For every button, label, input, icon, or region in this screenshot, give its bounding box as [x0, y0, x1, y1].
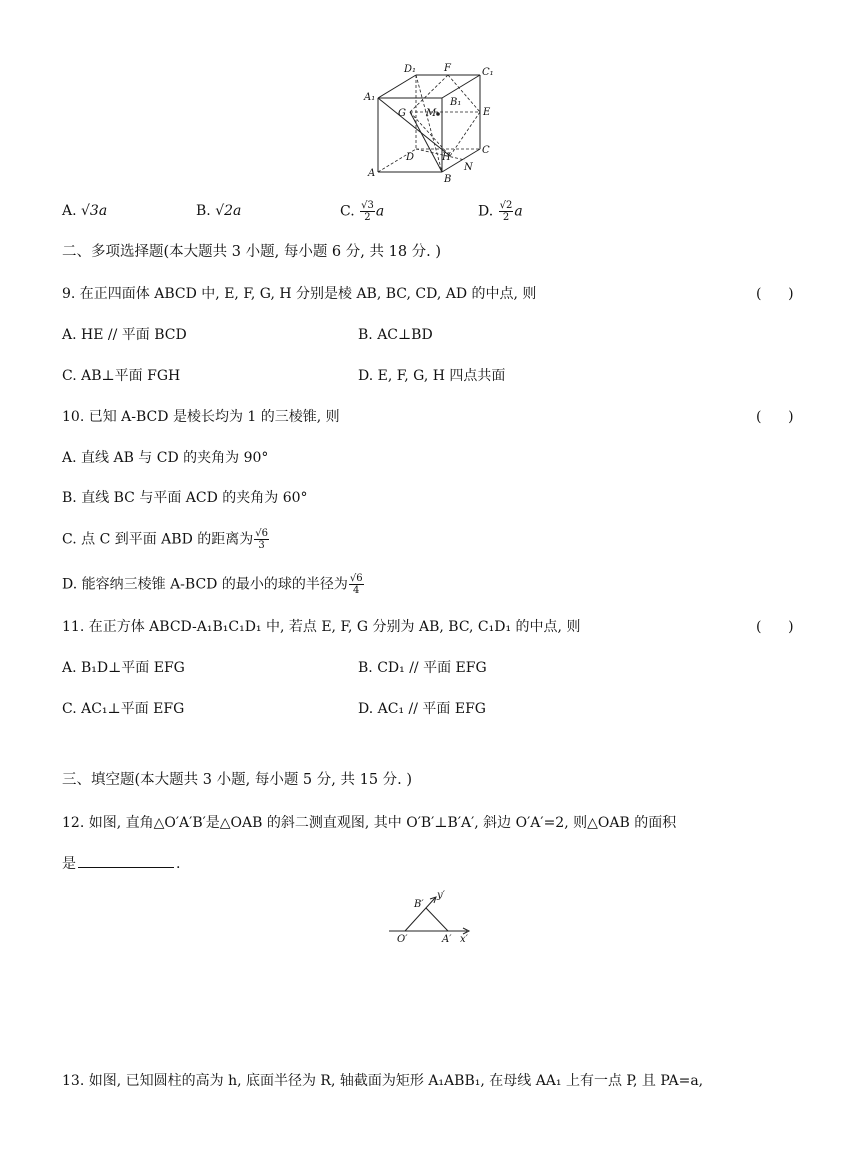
edge-a1h — [378, 98, 450, 156]
q9-option-d: D. E, F, G, H 四点共面 — [358, 368, 506, 384]
label-d: D — [406, 152, 415, 163]
cube-figure — [360, 60, 500, 188]
q8-option-a: A. √3a — [62, 203, 108, 219]
edge-b1c1 — [442, 75, 480, 98]
q10-stem: 10. 已知 A-BCD 是棱长均为 1 的三棱锥, 则 — [62, 409, 340, 425]
q10-option-d-text: D. 能容纳三棱锥 A-BCD 的最小的球的半径为 — [62, 576, 348, 593]
label-h: H — [442, 152, 451, 163]
label-b1: B₁ — [450, 97, 462, 108]
q13-stem: 13. 如图, 已知圆柱的高为 h, 底面半径为 R, 轴截面为矩形 A₁ABB₁, 在母线 AA₁ 上有一点 P, 且 PA=a, — [62, 1073, 704, 1089]
q9-option-c: C. AB⊥平面 FGH — [62, 368, 181, 384]
section3-title: 三、填空题(本大题共 3 小题, 每小题 5 分, 共 15 分. ) — [62, 772, 413, 788]
label-f: F — [444, 63, 451, 74]
q10-option-d-fraction: $\frac{√6}{4}$ — [349, 573, 363, 596]
label-b-prime: B′ — [414, 899, 424, 910]
edge-eh — [450, 112, 480, 156]
q12-answer-prefix: 是 — [62, 856, 76, 872]
edge-dn — [416, 149, 465, 160]
edge-bd1 — [416, 75, 442, 172]
q10-option-b: B. 直线 BC 与平面 ACD 的夹角为 60° — [62, 490, 308, 506]
q10-option-d — [62, 573, 365, 596]
q11-option-b: B. CD₁ // 平面 EFG — [358, 660, 487, 676]
q11-stem: 11. 在正方体 ABCD-A₁B₁C₁D₁ 中, 若点 E, F, G 分别为 AB, BC, C₁D₁ 的中点, 则 — [62, 619, 581, 635]
q10-answer-paren: ( ) — [756, 409, 794, 425]
q12-answer-line — [62, 853, 180, 874]
label-n: N — [464, 162, 473, 173]
label-c: C — [482, 145, 490, 156]
q9-answer-paren: ( ) — [756, 286, 794, 302]
label-m: M — [426, 108, 437, 119]
q11-option-c: C. AC₁⊥平面 EFG — [62, 701, 185, 717]
q10-option-c-fraction: $\frac{√6}{3}$ — [255, 528, 268, 551]
label-y-prime: y′ — [437, 890, 445, 901]
q11-answer-paren: ( ) — [756, 619, 794, 635]
label-a1: A₁ — [364, 92, 376, 103]
q12-answer-blank[interactable] — [78, 853, 174, 868]
label-g: G — [398, 108, 406, 119]
q8-option-c: C. $\frac{√3}{2}$ a — [340, 200, 385, 223]
q12-stem: 12. 如图, 直角△O′A′B′是△OAB 的斜二测直观图, 其中 O′B′⊥B′A′, 斜边 O′A′=2, 则△OAB 的面积 — [62, 815, 677, 831]
q11-option-d: D. AC₁ // 平面 EFG — [358, 701, 486, 717]
q8-option-b: B. √2a — [196, 203, 242, 219]
section2-title: 二、多项选择题(本大题共 3 小题, 每小题 6 分, 共 18 分. ) — [62, 244, 442, 260]
label-b: B — [444, 174, 452, 185]
q12-answer-suffix: . — [176, 856, 181, 872]
q10-option-a: A. 直线 AB 与 CD 的夹角为 90° — [62, 450, 269, 466]
label-x-prime: x′ — [460, 934, 468, 945]
q10-option-c-text: C. 点 C 到平面 ABD 的距离为 — [62, 531, 254, 548]
edge-a1d1 — [378, 75, 416, 98]
label-e: E — [483, 107, 491, 118]
edge-b-a — [426, 908, 448, 931]
point-m — [436, 112, 440, 116]
q9-option-b: B. AC⊥BD — [358, 327, 433, 343]
q10-option-c — [62, 528, 270, 551]
label-c1: C₁ — [482, 67, 494, 78]
oblique-triangle-figure — [385, 884, 480, 948]
label-d1: D₁ — [404, 64, 417, 75]
q11-option-a: A. B₁D⊥平面 EFG — [62, 660, 185, 676]
q9-stem: 9. 在正四面体 ABCD 中, E, F, G, H 分别是棱 AB, BC, CD, AD 的中点, 则 — [62, 286, 537, 302]
q8-option-d: D. $\frac{√2}{2}$ a — [478, 200, 523, 223]
q8-options — [62, 200, 662, 224]
label-a-prime: A′ — [442, 934, 452, 945]
q9-option-a: A. HE // 平面 BCD — [62, 327, 187, 343]
label-a: A — [368, 168, 376, 179]
label-o-prime: O′ — [397, 934, 408, 945]
